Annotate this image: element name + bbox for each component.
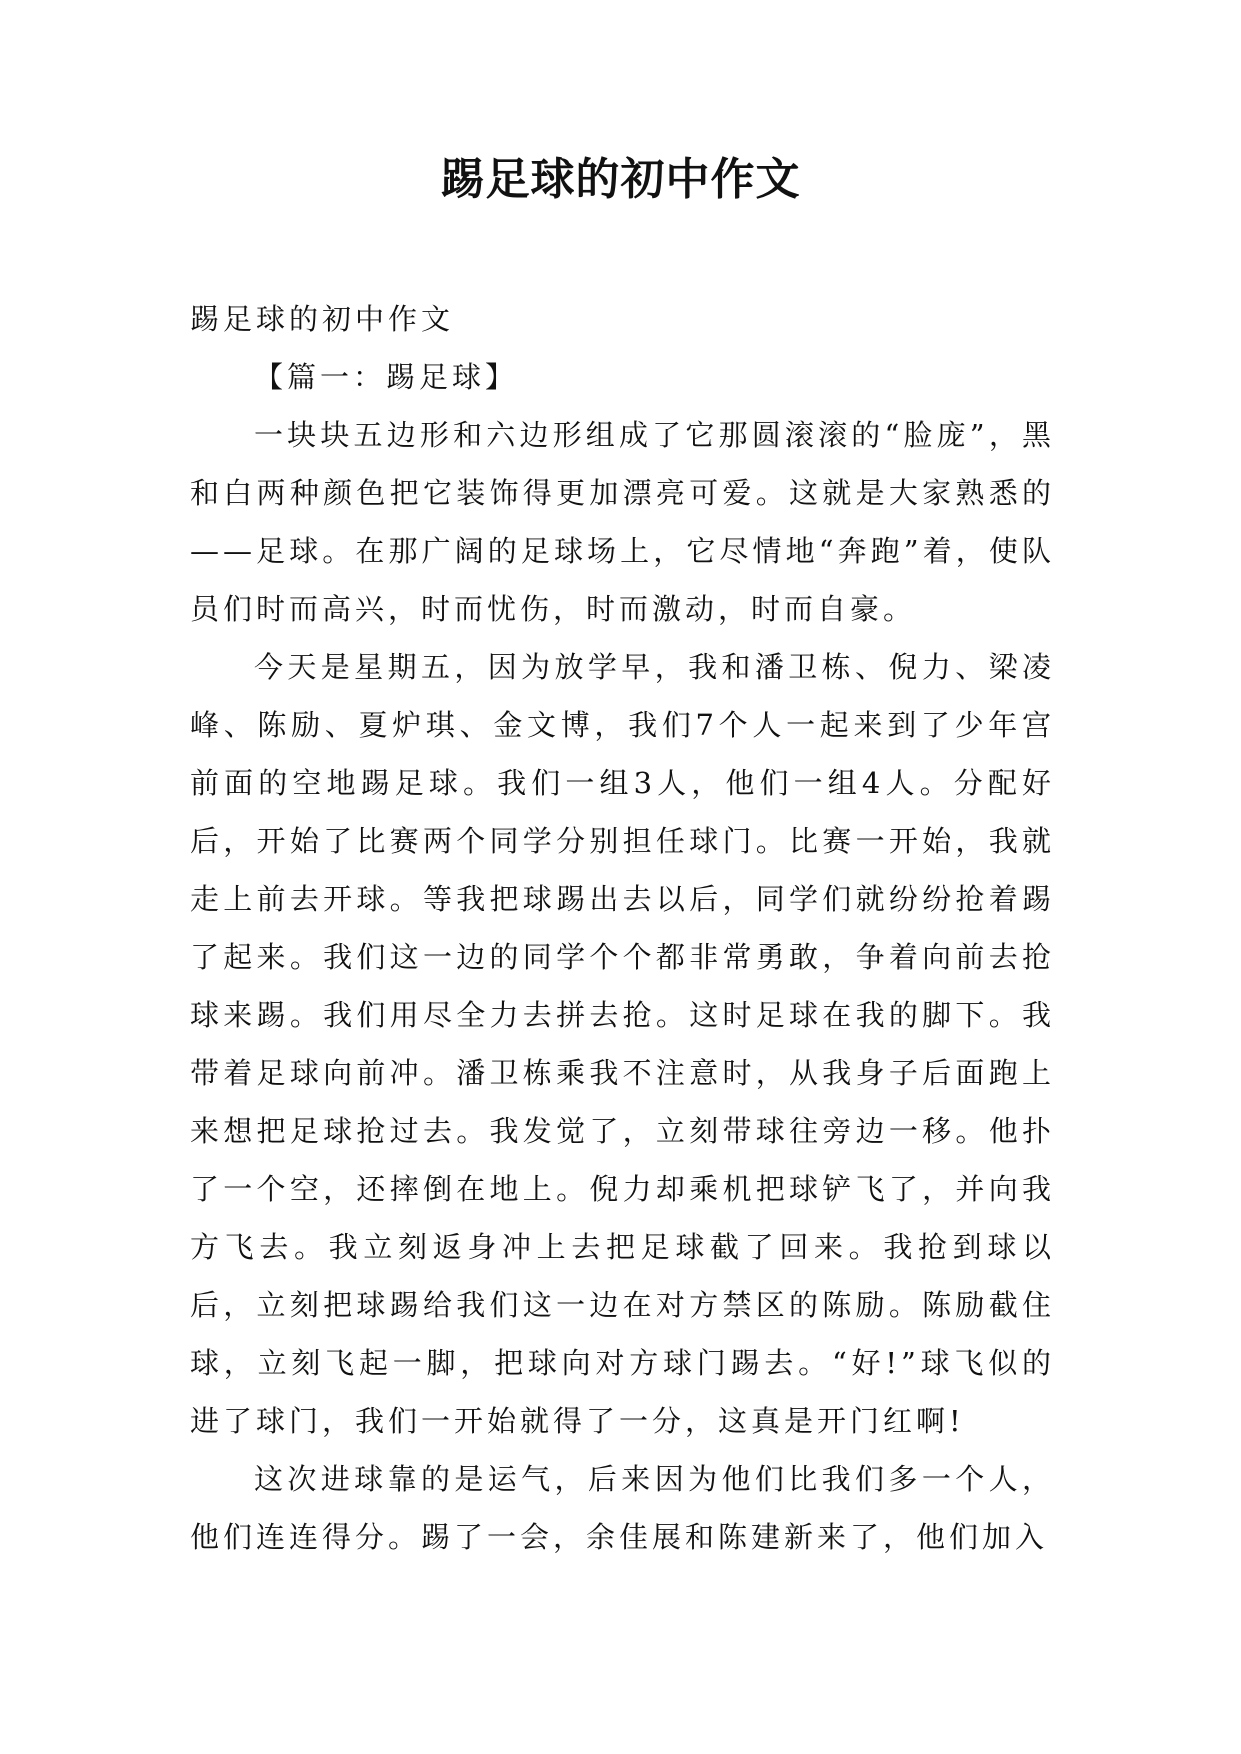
paragraph-2: 今天是星期五，因为放学早，我和潘卫栋、倪力、梁凌峰、陈励、夏炉琪、金文博，我们7个人一起来到了少年宫前面的空地踢足球。我们一组3人，他们一组4人。分配好后，开始了比赛两个同学分别担任球门。比赛一开始，我就走上前去开球。等我把球踢出去以后，同学们就纷纷抢着踢了起来。我们这一边的同学个个都非常勇敢，争着向前去抢球来踢。我们用尽全力去拼去抢。这时足球在我的脚下。我带着足球向前冲。潘卫栋乘我不注意时，从我身子后面跑上来想把足球抢过去。我发觉了，立刻带球往旁边一移。他扑了一个空，还摔倒在地上。倪力却乘机把球铲飞了，并向我方飞去。我立刻返身冲上去把足球截了回来。我抢到球以后，立刻把球踢给我们这一边在对方禁区的陈励。陈励截住球，立刻飞起一脚，把球向对方球门踢去。“好!”球飞似的进了球门，我们一开始就得了一分，这真是开门红啊! xyxy=(190,650,1055,1438)
document-title: 踢足球的初中作文 xyxy=(440,154,801,205)
document-body xyxy=(190,290,1055,1566)
paragraph-3: 这次进球靠的是运气，后来因为他们比我们多一个人，他们连连得分。踢了一会，余佳展和陈建新来了，他们加入 xyxy=(190,1462,1055,1554)
section-heading: 【篇一：踢足球】 xyxy=(254,360,519,394)
paragraph-1: 一块块五边形和六边形组成了它那圆滚滚的“脸庞”，黑和白两种颜色把它装饰得更加漂亮可爱。这就是大家熟悉的——足球。在那广阔的足球场上，它尽情地“奔跑”着，使队员们时而高兴，时而忧伤，时而激动，时而自豪。 xyxy=(190,418,1055,626)
subtitle-line: 踢足球的初中作文 xyxy=(190,302,455,336)
